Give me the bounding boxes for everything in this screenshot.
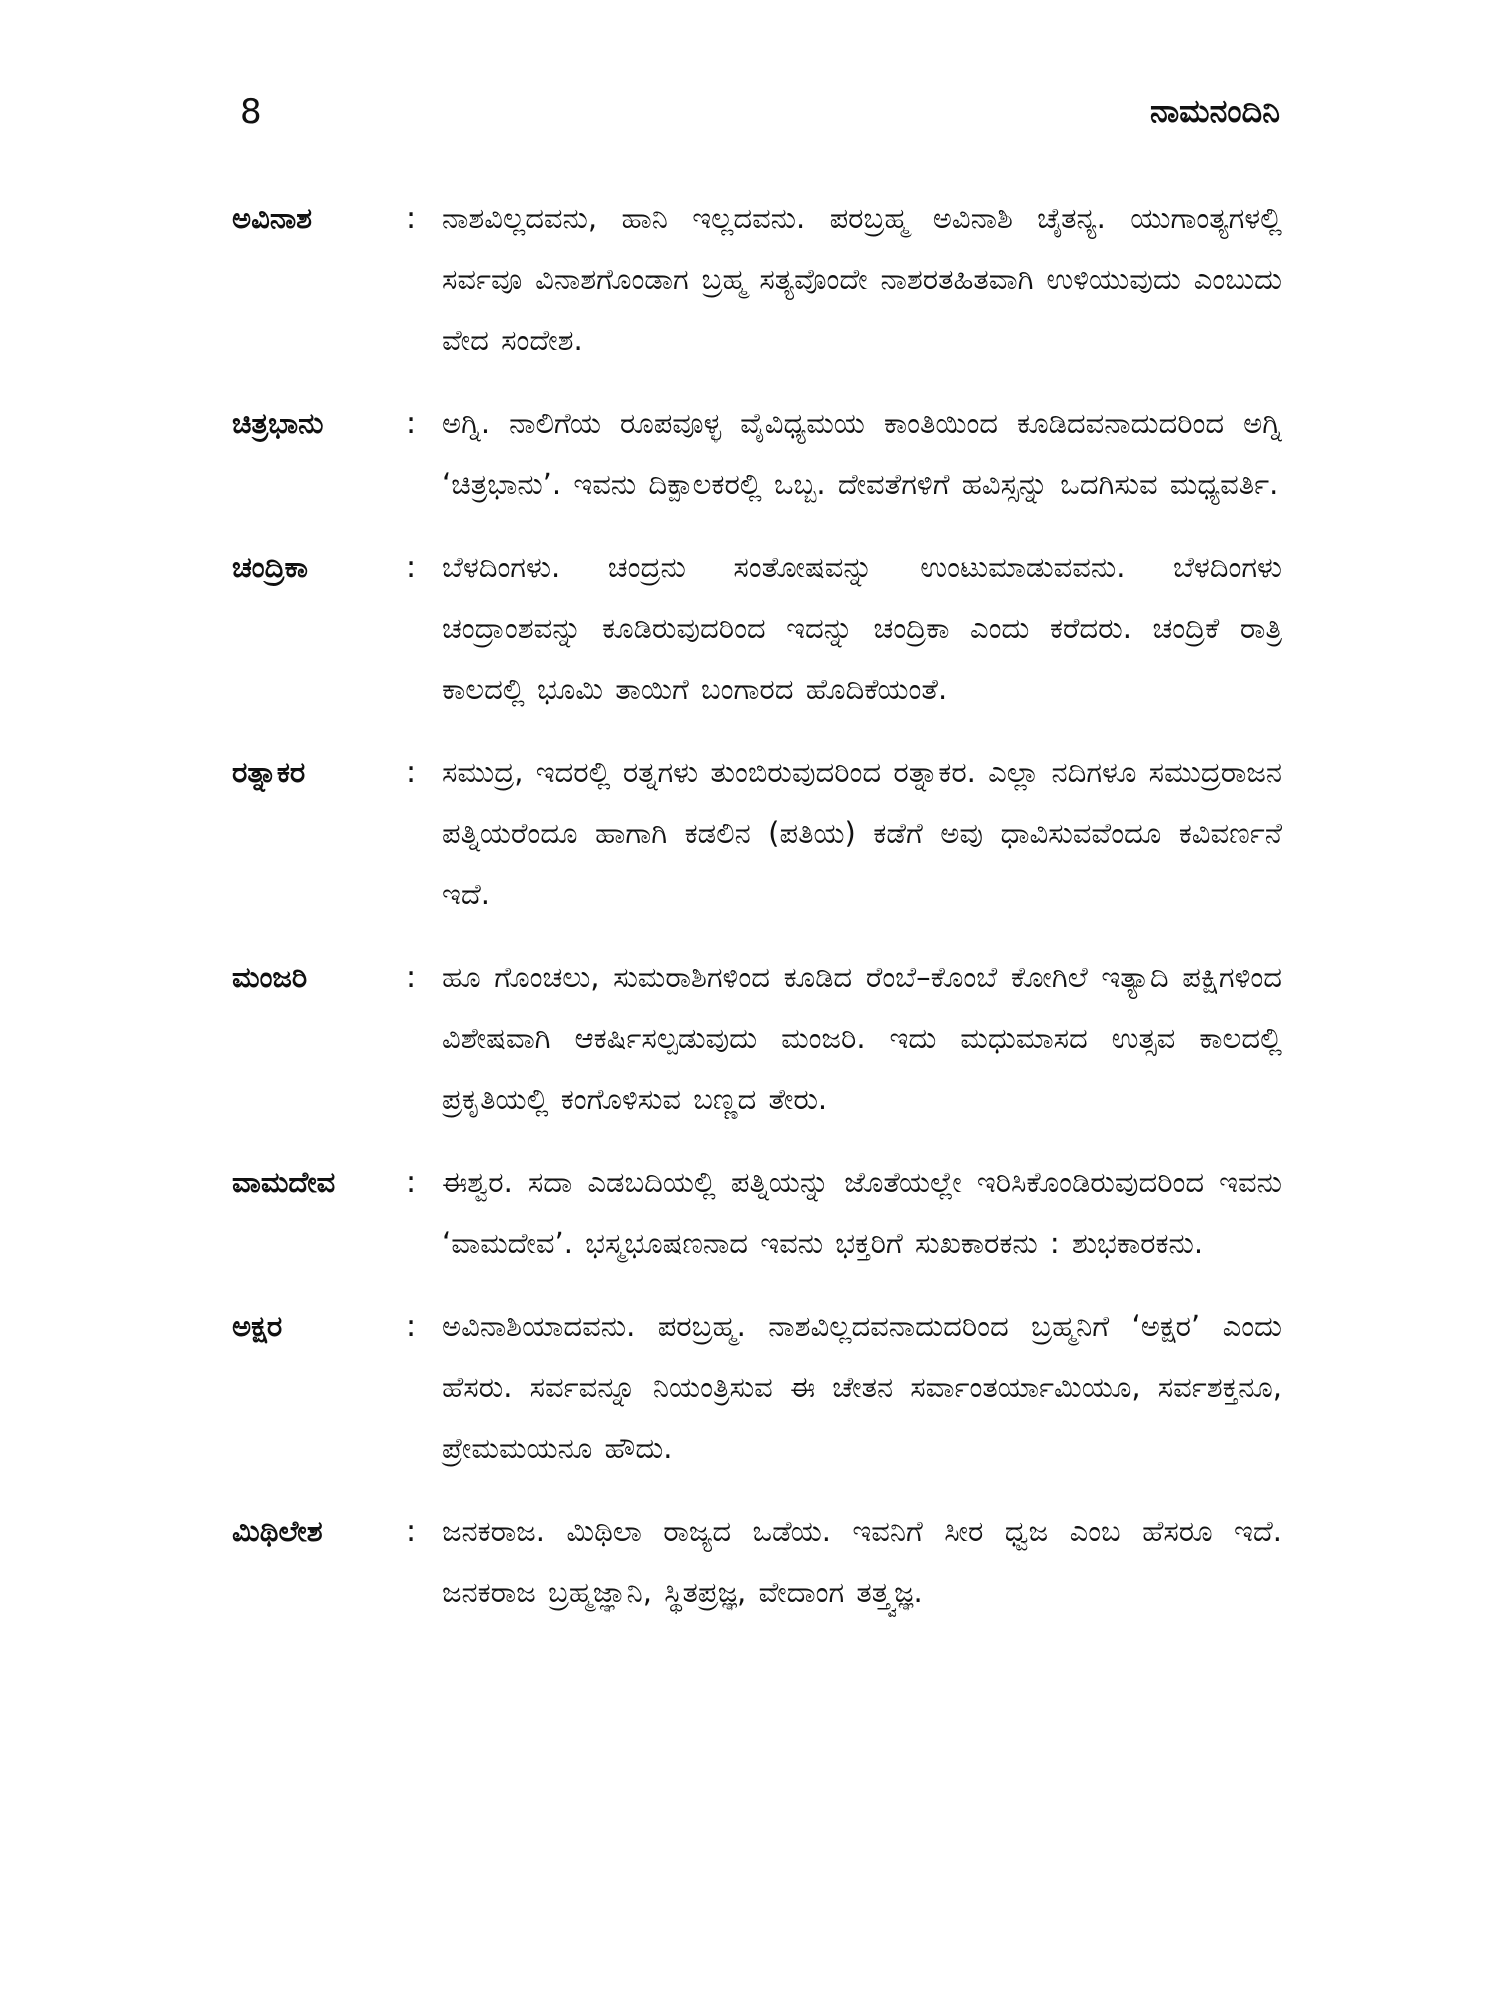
entry-separator: :	[406, 960, 417, 995]
entry-term: ಮಂಜರಿ	[232, 960, 308, 994]
glossary-entries	[232, 188, 1282, 1645]
entry-separator: :	[406, 1514, 417, 1549]
entry-definition: ಅಗ್ನಿ. ನಾಲಿಗೆಯ ರೂಪವೂಳ್ಳ ವೈವಿಧ್ಯಮಯ ಕಾಂತಿಯಿಂದ ಕೂಡಿದವನಾದುದರಿಂದ ಅಗ್ನಿ ‘ಚಿತ್ರಭಾನು’. ಇವನು ದಿಕ್ಪಾಲಕರಲ್ಲಿ ಒಬ್ಬ. ದೇವತೆಗಳಿಗೆ ಹವಿಸ್ಸನ್ನು ಒದಗಿಸುವ ಮಧ್ಯವರ್ತಿ.	[442, 406, 1282, 501]
entry-separator: :	[406, 755, 417, 790]
entry-definition: ಜನಕರಾಜ. ಮಿಥಿಲಾ ರಾಜ್ಯದ ಒಡೆಯ. ಇವನಿಗೆ ಸೀರ ಧ್ವಜ ಎಂಬ ಹೆಸರೂ ಇದೆ. ಜನಕರಾಜ ಬ್ರಹ್ಮಜ್ಞಾನಿ, ಸ್ಥಿತಪ್ರಜ್ಞ, ವೇದಾಂಗ ತತ್ತ್ವಜ್ಞ.	[442, 1514, 1282, 1609]
entry-definition: ಸಮುದ್ರ, ಇದರಲ್ಲಿ ರತ್ನಗಳು ತುಂಬಿರುವುದರಿಂದ ರತ್ನಾಕರ. ಎಲ್ಲಾ ನದಿಗಳೂ ಸಮುದ್ರರಾಜನ ಪತ್ನಿಯರೆಂದೂ ಹಾಗಾಗಿ ಕಡಲಿನ (ಪತಿಯ) ಕಡೆಗೆ ಅವು ಧಾವಿಸುವವೆಂದೂ ಕವಿವರ್ಣನೆ ಇದೆ.	[442, 755, 1282, 911]
entry-separator: :	[406, 550, 417, 585]
entry-definition: ಅವಿನಾಶಿಯಾದವನು. ಪರಬ್ರಹ್ಮ. ನಾಶವಿಲ್ಲದವನಾದುದರಿಂದ ಬ್ರಹ್ಮನಿಗೆ ‘ಅಕ್ಷರ’ ಎಂದು ಹೆಸರು. ಸರ್ವವನ್ನೂ ನಿಯಂತ್ರಿಸುವ ಈ ಚೇತನ ಸರ್ವಾಂತರ್ಯಾಮಿಯೂ, ಸರ್ವಶಕ್ತನೂ, ಪ್ರೇಮಮಯನೂ ಹೌದು.	[442, 1309, 1282, 1465]
glossary-entry	[232, 537, 1282, 720]
glossary-entry	[232, 742, 1282, 925]
page-header	[240, 92, 1280, 142]
entry-definition: ಈಶ್ವರ. ಸದಾ ಎಡಬದಿಯಲ್ಲಿ ಪತ್ನಿಯನ್ನು ಜೊತೆಯಲ್ಲೇ ಇರಿಸಿಕೊಂಡಿರುವುದರಿಂದ ಇವನು ‘ವಾಮದೇವ’. ಭಸ್ಮಭೂಷಣನಾದ ಇವನು ಭಕ್ತರಿಗೆ ಸುಖಕಾರಕನು : ಶುಭಕಾರಕನು.	[442, 1165, 1282, 1260]
glossary-entry	[232, 1152, 1282, 1274]
entry-term: ಅವಿನಾಶ	[232, 201, 313, 235]
glossary-entry	[232, 1296, 1282, 1479]
page-number: 8	[240, 92, 262, 132]
entry-separator: :	[406, 201, 417, 236]
entry-definition: ನಾಶವಿಲ್ಲದವನು, ಹಾನಿ ಇಲ್ಲದವನು. ಪರಬ್ರಹ್ಮ ಅವಿನಾಶಿ ಚೈತನ್ಯ. ಯುಗಾಂತ್ಯಗಳಲ್ಲಿ ಸರ್ವವೂ ವಿನಾಶಗೊಂಡಾಗ ಬ್ರಹ್ಮ ಸತ್ಯವೊಂದೇ ನಾಶರತಹಿತವಾಗಿ ಉಳಿಯುವುದು ಎಂಬುದು ವೇದ ಸಂದೇಶ.	[442, 201, 1282, 357]
entry-definition: ಹೂ ಗೊಂಚಲು, ಸುಮರಾಶಿಗಳಿಂದ ಕೂಡಿದ ರೆಂಬೆ–ಕೊಂಬೆ ಕೋಗಿಲೆ ಇತ್ಯಾದಿ ಪಕ್ಷಿಗಳಿಂದ ವಿಶೇಷವಾಗಿ ಆಕರ್ಷಿಸಲ್ಪಡುವುದು ಮಂಜರಿ. ಇದು ಮಧುಮಾಸದ ಉತ್ಸವ ಕಾಲದಲ್ಲಿ ಪ್ರಕೃತಿಯಲ್ಲಿ ಕಂಗೊಳಿಸುವ ಬಣ್ಣದ ತೇರು.	[442, 960, 1282, 1116]
running-title: ನಾಮನಂದಿನಿ	[1150, 92, 1280, 130]
glossary-entry	[232, 188, 1282, 371]
entry-term: ವಾಮದೇವ	[232, 1165, 336, 1199]
entry-term: ಚಂದ್ರಿಕಾ	[232, 550, 308, 584]
glossary-entry	[232, 947, 1282, 1130]
glossary-entry	[232, 393, 1282, 515]
glossary-entry	[232, 1501, 1282, 1623]
entry-separator: :	[406, 1165, 417, 1200]
entry-separator: :	[406, 1309, 417, 1344]
entry-separator: :	[406, 406, 417, 441]
entry-term: ಚಿತ್ರಭಾನು	[232, 406, 324, 440]
entry-term: ಅಕ್ಷರ	[232, 1309, 283, 1343]
entry-term: ಮಿಥಿಲೇಶ	[232, 1514, 323, 1548]
entry-term: ರತ್ನಾಕರ	[232, 755, 306, 789]
entry-definition: ಬೆಳದಿಂಗಳು. ಚಂದ್ರನು ಸಂತೋಷವನ್ನು ಉಂಟುಮಾಡುವವನು. ಬೆಳದಿಂಗಳು ಚಂದ್ರಾಂಶವನ್ನು ಕೂಡಿರುವುದರಿಂದ ಇದನ್ನು ಚಂದ್ರಿಕಾ ಎಂದು ಕರೆದರು. ಚಂದ್ರಿಕೆ ರಾತ್ರಿ ಕಾಲದಲ್ಲಿ ಭೂಮಿ ತಾಯಿಗೆ ಬಂಗಾರದ ಹೊದಿಕೆಯಂತೆ.	[442, 550, 1282, 706]
